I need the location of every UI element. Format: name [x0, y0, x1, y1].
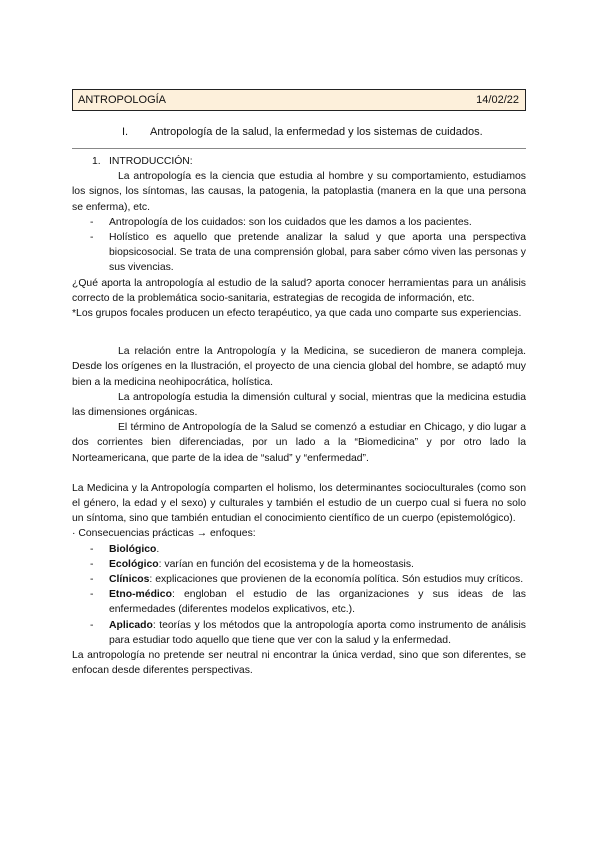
section-title-text: Antropología de la salud, la enfermedad y los sistemas de cuidados.: [150, 126, 483, 138]
document-body: [72, 154, 526, 679]
approach-text: : engloban el estudio de las organizaciones y sus ideas de las enfermedades (diferentes modelos explicativos, etc.).: [109, 589, 526, 616]
document-header: [72, 89, 526, 111]
intro-number: 1.: [92, 156, 101, 167]
list-item: [72, 542, 526, 557]
approach-text: .: [156, 543, 160, 555]
approach-text: : varían en función del ecosistema y de la homeostasis.: [158, 558, 414, 570]
approach-term: Etno-médico: [109, 589, 172, 601]
approaches-list: [72, 542, 526, 648]
list-item: [72, 572, 526, 587]
intro-heading: [72, 154, 526, 169]
list-item: [72, 618, 526, 648]
list-item: - Holístico es aquello que pretende analizar la salud y que aporta una perspectiva biopsicosocial. Se trata de una comprensión global, para saber cómo viven las personas y sus vivencias.: [72, 230, 526, 276]
approach-text: : teorías y los métodos que la antropología aporta como instrumento de análisis para estudiar todo aquello que tiene que ver con la salud y la enfermedad.: [109, 619, 526, 646]
approach-term: Ecológico: [109, 558, 159, 570]
consequences-line: · Consecuencias prácticas → enfoques:: [72, 528, 256, 540]
relation-paragraph-3: El término de Antropología de la Salud se comenzó a estudiar en Chicago, y dio lugar a dos corrientes bien diferenciadas, por un lado a la “Biomedicina” y por otro lado la Norteamericana, que parte de la idea de “salud” y “enfermedad”.: [72, 422, 526, 464]
intro-paragraph: La antropología es la ciencia que estudia al hombre y su comportamiento, estudiamos los signos, los síntomas, las causas, la patogenia, la patoplastia (manera en la que una persona se enferma), etc.: [72, 171, 526, 213]
approach-term: Biológico: [109, 543, 157, 555]
intro-heading-text: INTRODUCCIÓN:: [109, 156, 193, 167]
subject-title: ANTROPOLOGÍA: [78, 94, 167, 106]
relation-paragraph-2: La antropología estudia la dimensión cultural y social, mientras que la medicina estudia las dimensiones orgánicas.: [72, 391, 526, 419]
section-divider: [72, 148, 526, 149]
relation-paragraph-1: La relación entre la Antropología y la Medicina, se sucedieron de manera compleja. Desde los orígenes en la Ilustración, el proyecto de una ciencia global del hombre, se adaptó muy bien a la medicina neohipocrática, holística.: [72, 346, 526, 388]
shared-paragraph: La Medicina y la Antropología comparten el holismo, los determinantes socioculturales (como son el género, la edad y el sexo) y culturales y también el estudio de un cuerpo cual si fuera no solo un síntoma, sino que también entudian el conocimiento científico de un cuerpo (epistemológico).: [72, 482, 526, 525]
intro-question: ¿Qué aporta la antropología al estudio de la salud? aporta conocer herramientas para un análisis correcto de la problemática socio-sanitaria, estrategias de recogida de información, etc.: [72, 277, 526, 304]
section-heading: [122, 125, 483, 140]
intro-bullet-list: [72, 215, 526, 276]
closing-paragraph: La antropología no pretende ser neutral ni encontrar la única verdad, sino que son diferentes, se enfocan desde diferentes perspectivas.: [72, 650, 526, 677]
document-date: 14/02/22: [476, 94, 519, 106]
list-item: [72, 587, 526, 617]
approach-term: Aplicado: [109, 619, 153, 631]
list-item: - Antropología de los cuidados: son los cuidados que les damos a los pacientes.: [72, 215, 526, 230]
list-item: [72, 557, 526, 572]
intro-note: *Los grupos focales producen un efecto terapéutico, ya que cada uno comparte sus experiencias.: [72, 308, 522, 320]
approach-text: : explicaciones que provienen de la economía política. Són estudios muy críticos.: [149, 574, 524, 586]
approach-term: Clínicos: [109, 574, 150, 586]
section-numeral: I.: [122, 126, 129, 138]
